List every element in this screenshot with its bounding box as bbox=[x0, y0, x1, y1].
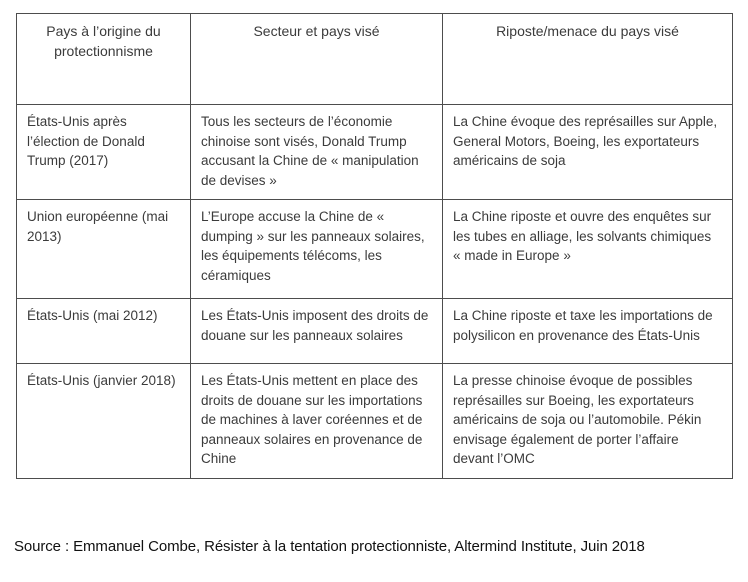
cell-riposte: La Chine évoque des représailles sur Apple, General Motors, Boeing, les exportateurs américains de soja bbox=[443, 105, 733, 200]
cell-origin: États-Unis après l’élection de Donald Trump (2017) bbox=[17, 105, 191, 200]
table-row bbox=[17, 299, 733, 364]
column-header-sector: Secteur et pays visé bbox=[191, 14, 443, 105]
cell-origin: États-Unis (janvier 2018) bbox=[17, 364, 191, 479]
table-row bbox=[17, 364, 733, 479]
cell-sector: Tous les secteurs de l’économie chinoise sont visés, Donald Trump accusant la Chine de « manipulation de devises » bbox=[191, 105, 443, 200]
cell-riposte: La Chine riposte et ouvre des enquêtes sur les tubes en alliage, les solvants chimiques « made in Europe » bbox=[443, 200, 733, 299]
cell-riposte: La Chine riposte et taxe les importations de polysilicon en provenance des États-Unis bbox=[443, 299, 733, 364]
cell-origin: États-Unis (mai 2012) bbox=[17, 299, 191, 364]
table-header-row bbox=[17, 14, 733, 105]
cell-sector: Les États-Unis mettent en place des droits de douane sur les importations de machines à laver coréennes et de panneaux solaires en provenance de Chine bbox=[191, 364, 443, 479]
table-row bbox=[17, 105, 733, 200]
table-row bbox=[17, 200, 733, 299]
cell-origin: Union européenne (mai 2013) bbox=[17, 200, 191, 299]
column-header-origin: Pays à l’origine du protectionnisme bbox=[17, 14, 191, 105]
source-citation: Source : Emmanuel Combe, Résister à la tentation protectionniste, Altermind Institute, Juin 2018 bbox=[14, 538, 645, 555]
cell-sector: L’Europe accuse la Chine de « dumping » sur les panneaux solaires, les équipements télécoms, les céramiques bbox=[191, 200, 443, 299]
cell-sector: Les États-Unis imposent des droits de douane sur les panneaux solaires bbox=[191, 299, 443, 364]
protectionism-table bbox=[16, 13, 733, 479]
cell-riposte: La presse chinoise évoque de possibles représailles sur Boeing, les exportateurs américains de soja ou l’automobile. Pékin envisage également de porter l’affaire devant l’OMC bbox=[443, 364, 733, 479]
column-header-riposte: Riposte/menace du pays visé bbox=[443, 14, 733, 105]
